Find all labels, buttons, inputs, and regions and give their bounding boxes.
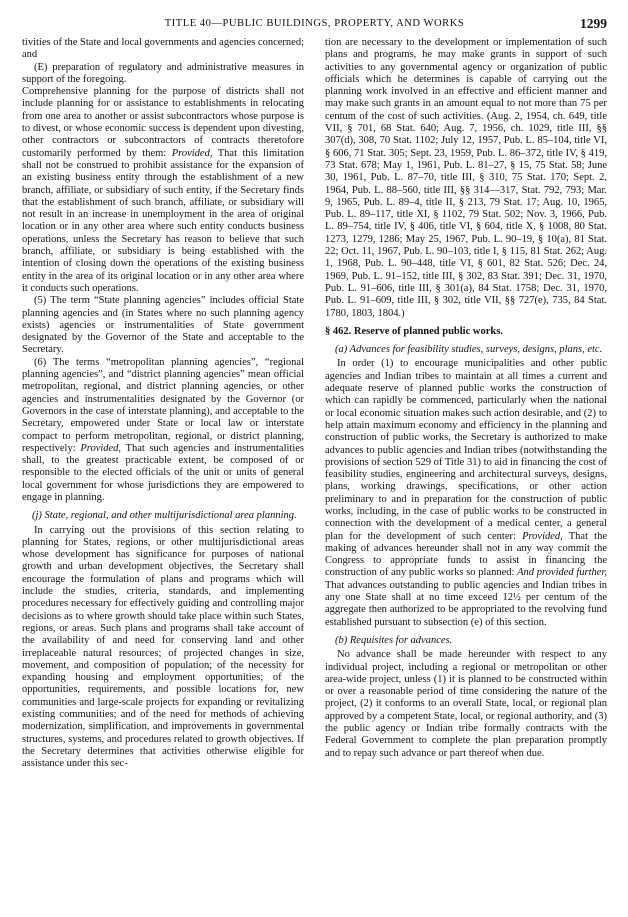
page-number: 1299 — [580, 16, 607, 31]
text-run: (6) The terms “metropolitan planning agencies”, “regional planning agencies”, and “district planning agencies” mean official metropolitan, regional, and district planning agencies, or other agencies and instrumentalities designated by the Governor (or Governors in the case of interstate planning), and acceptable to the Secretary, empowered under State or local law or interstate compact to perform metropolitan, regional, or district planning, respectively: — [22, 356, 304, 454]
paragraph-requisites: No advance shall be made hereunder with respect to any individual project, including a regional or metropolitan or other area-wide project, unless (1) it is planned to be constructed within or over a reasonable period of time considering the nature of the project, (2) it conforms to an overall State, local, or regional plan approved by a competent State, local, or regional authority, and (3) the public agency or Indian tribe formally contracts with the Federal Government to complete the plan preparation promptly and to repay such advance or part thereof when due. — [325, 649, 607, 759]
text-run: In order (1) to encourage municipalities and other public agencies and Indian tribes to maintain at all times a current and adequate reserve of planned public works the construction of which can rapidly be commenced, particularly when the national or local economic situation makes such action desirable, and (2) to help attain maximum economy and efficiency in the planning and construction of public works, the Secretary is authorized to make advances to public agencies and Indian tribes (notwithstanding the provisions of section 529 of Title 31) to aid in financing the cost of feasibility studies, engineering and architectural surveys, designs, plans, working drawings, specifications, or other action preliminary to and in preparation for the construction of public works, including, in the case of public works to be constructed in connection with the development of a medical center, a general plan for the development of such center: — [325, 358, 607, 542]
text-run: Comprehensive planning for the purpose of districts shall not include planning for or assistance to establishments in relocating from one area to another or assist subcontractors whose purpose is to divest, or whose economic success is dependent upon divesting, other contractors or subcontractors of contracts theretofore customarily performed by them: — [22, 86, 304, 159]
text-run: That advances outstanding to public agencies and Indian tribes in any one State shall at no time exceed 12½ per centum of the aggregate then authorized to be appropriated to the revolving fund established pursuant to subsection (e) of this section. — [325, 579, 607, 628]
right-column — [325, 37, 607, 760]
subsection-heading-a: (a) Advances for feasibility studies, surveys, designs, plans, etc. — [335, 344, 603, 356]
running-header — [22, 16, 607, 32]
provided-italic: Provided, — [171, 147, 213, 159]
text-run: That this limitation shall not be construed to prohibit assistance for the expansion of an existing business entity through the establishment of a new branch, affiliate, or subsidiary of such entity, if the Secretary finds that the establishment of such branch, affiliate, or subsidiary will not result in an increase in unemployment in the area of original location or in any other area where such entity conducts business operations, unless the Secretary has reason to believe that such branch, affiliate, or subsidiary is being established with the intention of closing down the operations of the existing business entity in the area of its original location or in any other area where it conducts such operations. — [22, 147, 304, 294]
text-run: That such agencies and instrumentalities shall, to the greatest practicable extent, be composed of or responsible to the elected officials of the unit or units of general local government for whose jurisdictions they are empowered to engage in planning. — [22, 442, 305, 503]
provided-italic: Provided, — [522, 530, 563, 542]
paragraph-item-e: (E) preparation of regulatory and administrative measures in support of the foregoing. — [22, 61, 304, 85]
paragraph-comprehensive-planning — [22, 86, 304, 295]
subsection-heading-j: (j) State, regional, and other multijurisdictional area planning. — [32, 510, 297, 522]
provided-italic: Provided, — [80, 442, 122, 454]
paragraph-multijurisdictional: In carrying out the provisions of this section relating to planning for States, regions, or other multijurisdictional areas whose development has significance for purposes of national growth and urban development objectives, the Secretary shall encourage the formulation of plans and programs which will include the studies, criteria, standards, and implementing procedures necessary for effectively guiding and controlling major decisions as to where growth should take place within such States, regions, or areas. Such plans and programs shall take account of the availability of and need for conserving land and other irreplaceable natural resources; of projected changes in size, movement, and composition of population; of the necessity for expanding housing and employment opportunities; of the opportunities, requirements, and possible locations for, new communities and large-scale projects for expanding or revitalizing existing communities; and of the need for methods of achieving modernization, simplification, and improvements in governmental structures, systems, and procedures related to growth objectives. If the Secretary determines that activities otherwise eligible for assistance under this sec- — [22, 524, 304, 770]
section-heading-462: § 462. Reserve of planned public works. — [325, 325, 503, 337]
provided-further-italic: And provided further, — [517, 567, 608, 579]
paragraph-definition-6 — [22, 357, 304, 505]
left-column — [22, 37, 304, 771]
paragraph-source-credits: tion are necessary to the development or implementation of such plans and programs, he may make grants in support of such activities to any governmental agency or organization of public officials which he determines is capable of carrying out the planning work involved in an effective and efficient manner and may make such grants in an amount equal to not more than 75 per centum of the cost of such activities. (Aug. 2, 1954, ch. 649, title VII, § 701, 68 Stat. 640; Aug. 7, 1956, ch. 1029, title III, §§ 307(d), 308, 70 Stat. 1102; July 12, 1957, Pub. L. 85–104, title VI, § 606, 71 Stat. 305; Sept. 23, 1959, Pub. L. 86–372, title IV, § 419, 73 Stat. 678; May 1, 1961, Pub. L. 81–27, § 15, 75 Stat. 58; June 30, 1961, Pub. L. 87–70, title III, § 310, 75 Stat. 170; Sept. 2, 1964, Pub. L. 88–560, title III, §§ 314—317, Stat. 792, 793; Mar. 9, 1965, Pub. L. 89–4, title II, § 213, 79 Stat. 17; Aug. 10, 1965, Pub. L. 89–117, title XI, § 1102, 79 Stat. 502; Nov. 3, 1966, Pub. L. 89–754, title IV, § 406, title VI, § 604, title X, § 1008, 80 Stat. 1273, 1279, 1286; May 25, 1967, Pub. L. 90–19, § 10(a), 81 Stat. 22; Oct. 11, 1967, Pub. L. 90–103, title I, § 115, 81 Stat. 262; Aug. 1, 1968, Pub. L. 90–448, title VI, § 601, 82 Stat. 526; Dec. 24, 1969, Pub. L. 91–152, title III, § 302, 83 Stat. 391; Dec. 31, 1970, Pub. L. 91–606, title III, § 301(a), 84 Stat. 1758; Dec. 31, 1970, Pub. L. 91–609, title III, § 302, title VII, §§ 727(e), 735, 84 Stat. 1780, 1803, 1804.) — [325, 37, 607, 319]
paragraph-advances — [325, 358, 607, 629]
text-run: That the making of advances hereunder shall not in any way commit the Congress to appropriate funds to assist in financing the construction of any public works so planned: — [325, 530, 607, 579]
subsection-heading-b: (b) Requisites for advances. — [335, 634, 453, 646]
running-title: TITLE 40—PUBLIC BUILDINGS, PROPERTY, AND WORKS — [164, 18, 465, 29]
paragraph-continuation: tivities of the State and local governments and agencies concerned; and — [22, 37, 304, 61]
paragraph-definition-5: (5) The term “State planning agencies” includes official State planning agencies and (in States where no such planning agency exists) agencies or instrumentalities of State government designated by the Governor of the State and acceptable to the Secretary. — [22, 295, 304, 356]
